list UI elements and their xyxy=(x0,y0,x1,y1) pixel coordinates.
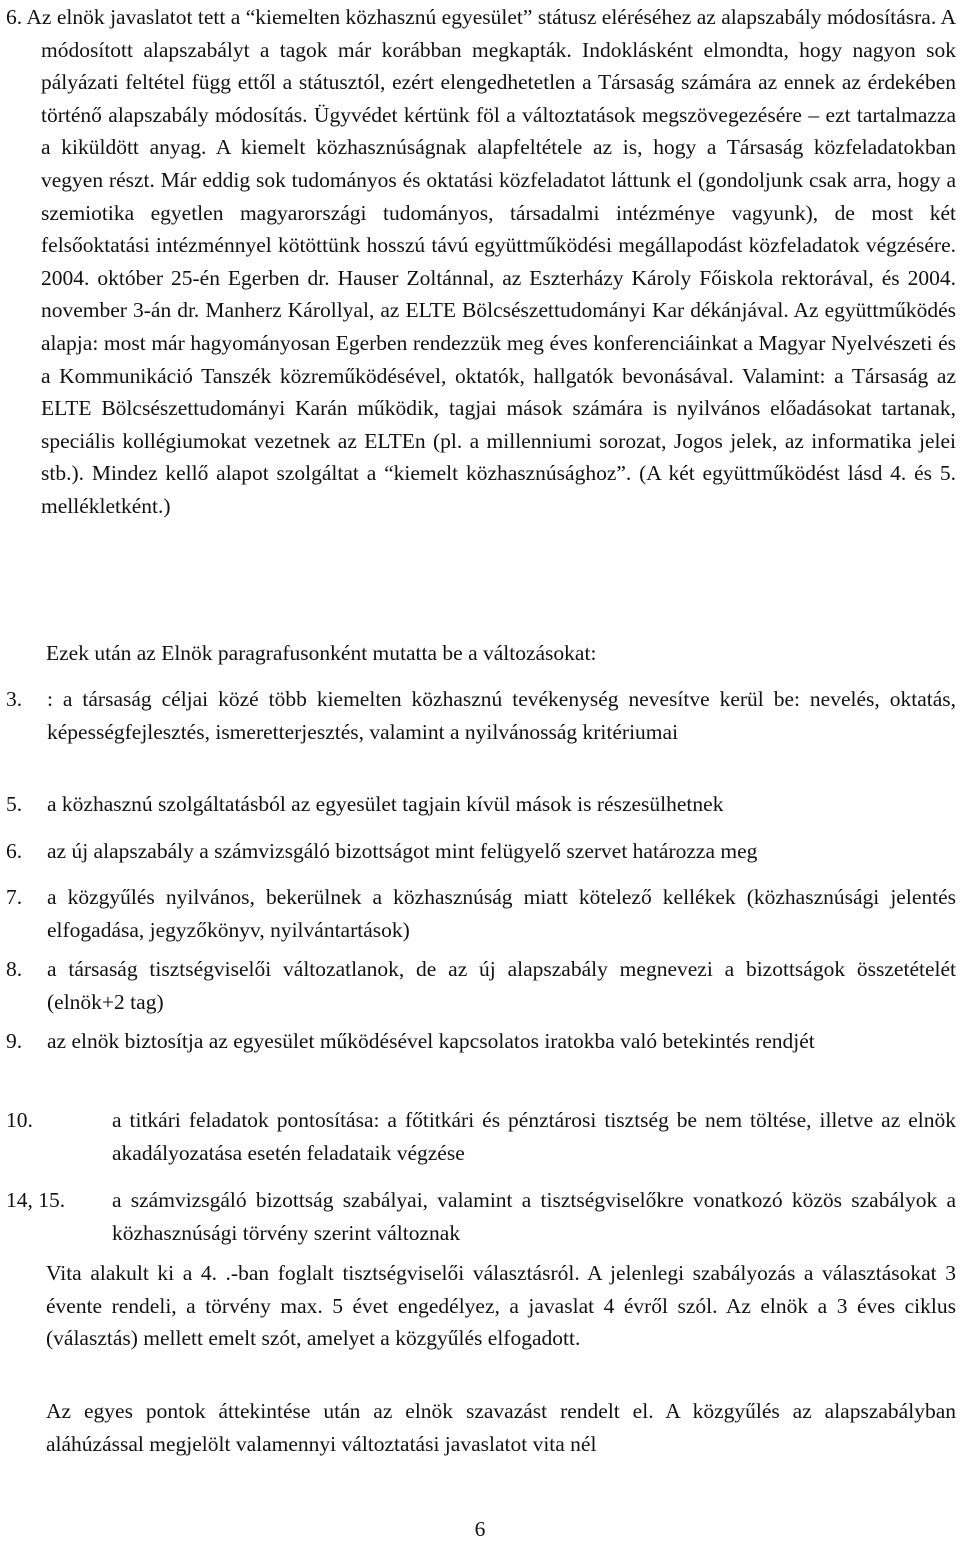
list-item-3 xyxy=(6,683,956,748)
list-item-9 xyxy=(6,1025,956,1058)
list-item-number: 14, 15. xyxy=(6,1188,71,1212)
list-item-text: az elnök biztosítja az egyesület működésével kapcsolatos iratokba való betekintés rendjét xyxy=(47,1029,815,1053)
list-item-number: 3. xyxy=(6,687,28,711)
list-item-number: 5. xyxy=(6,792,28,816)
list-item-number: 6. xyxy=(6,839,28,863)
list-item-text: a közhasznú szolgáltatásból az egyesület tagjain kívül mások is részesülhetnek xyxy=(47,792,724,816)
list-item-text: : a társaság céljai közé több kiemelten közhasznú tevékenység nevesítve kerül be: nevelés, oktatás, képességfejlesztés, ismeretterjesztés, valamint a nyilvánosság kritériumai xyxy=(47,687,956,744)
page-number: 6 xyxy=(474,1517,486,1541)
list-item-7 xyxy=(6,881,956,946)
list-item-text: a közgyűlés nyilvános, bekerülnek a közhasznúság miatt kötelező kellékek (közhasznúsági jelentés elfogadása, jegyzőkönyv, nyilvántartások) xyxy=(47,885,956,942)
list-item-number: 8. xyxy=(6,957,28,981)
paragraph-intro: Ezek után az Elnök paragrafusonként mutatta be a változásokat: xyxy=(46,641,597,665)
list-item-10 xyxy=(6,1104,956,1169)
list-item-5 xyxy=(6,788,956,821)
paragraph-vita: Vita alakult ki a 4. .-ban foglalt tisztségviselői választásról. A jelenlegi szabályozás a választásokat 3 évente rendeli, a törvény max. 5 évet engedélyez, a javaslat 4 évről szól. Az elnök a 3 éves ciklus (választás) mellett emelt szót, amelyet a közgyűlés elfogadott. xyxy=(46,1261,956,1351)
list-item-number: 10. xyxy=(6,1108,39,1132)
list-item-text: a számvizsgáló bizottság szabályai, valamint a tisztségviselőkre vonatkozó közös szabályok a közhasznúsági törvény szerint változnak xyxy=(112,1188,956,1245)
list-item-text: az új alapszabály a számvizsgáló bizottságot mint felügyelő szervet határozza meg xyxy=(47,839,758,863)
list-item-text: a titkári feladatok pontosítása: a főtitkári és pénztárosi tisztség be nem töltése, illetve az elnök akadályozatása esetén feladataik végzése xyxy=(112,1108,956,1165)
list-item-text: a társaság tisztségviselői változatlanok, de az új alapszabály megnevezi a bizottságok összetételét (elnök+2 tag) xyxy=(47,957,956,1014)
list-item-number: 7. xyxy=(6,885,28,909)
list-item-14-15 xyxy=(6,1184,956,1249)
list-item-6 xyxy=(6,835,956,868)
list-item-8 xyxy=(6,953,956,1018)
list-item-number: 9. xyxy=(6,1029,28,1053)
paragraph-item-6: 6. Az elnök javaslatot tett a “kiemelten közhasznú egyesület” státusz eléréséhez az alapszabály módosításra. A módosított alapszabályt a tagok már korábban megkapták. Indoklásként elmondta, hogy nagyon sok pályázati feltétel függ ettől a státusztól, ezért elengedhetetlen a Társaság számára az ennek az érdekében történő alapszabály módosítás. Ügyvédet kértünk föl a változtatások megszövegezésére – ezt tartalmazza a kiküldött anyag. A kiemelt közhasznúságnak alapfeltétele az is, hogy a Társaság közfeladatokban vegyen részt. Már eddig sok tudományos és oktatási közfeladatot láttunk el (gondoljunk csak arra, hogy a szemiotika egyetlen magyarországi tudományos, társadalmi intézménye vagyunk), de most két felsőoktatási intézménnyel kötöttünk hosszú távú együttműködési megállapodást közfeladatok végzésére. 2004. október 25-én Egerben dr. Hauser Zoltánnal, az Eszterházy Károly Főiskola rektorával, és 2004. november 3-án dr. Manherz Károllyal, az ELTE Bölcsészettudományi Kar dékánjával. Az együttműködés alapja: most már hagyományosan Egerben rendezzük meg éves konferenciáinkat a Magyar Nyelvészeti és a Kommunikáció Tanszék közreműködésével, oktatók, hallgatók bevonásával. Valamint: a Társaság az ELTE Bölcsészettudományi Karán működik, tagjai mások számára is nyilvános előadásokat tartanak, speciális kollégiumokat vezetnek az ELTEn (pl. a millenniumi sorozat, Jogos jelek, az informatika jelei stb.). Mindez kellő alapot szolgáltat a “kiemelt közhasznúsághoz”. (A két együttműködést lásd 4. és 5. mellékletként.) xyxy=(6,5,956,518)
paragraph-egyes-pontok: Az egyes pontok áttekintése után az elnök szavazást rendelt el. A közgyűlés az alapszabályban aláhúzással megjelölt valamennyi változtatási javaslatot vita nél xyxy=(46,1399,956,1456)
